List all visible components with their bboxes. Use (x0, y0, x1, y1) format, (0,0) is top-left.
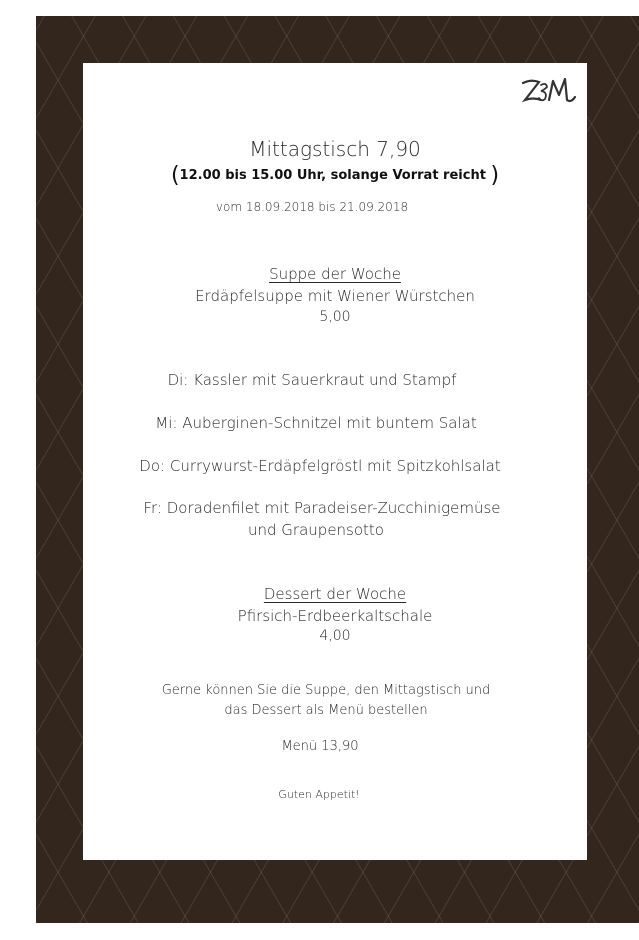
dessert-heading: Dessert der Woche (263, 585, 407, 603)
opening-hours (83, 163, 587, 188)
restaurant-logo (519, 73, 577, 107)
menu-price: Menü 13,90 (281, 739, 359, 754)
soup-name: Erdäpfelsuppe mit Wiener Würstchen (195, 287, 475, 305)
menu-note-line-2: das Dessert als Menü bestellen (224, 703, 428, 718)
dessert-name: Pfirsich-Erdbeerkaltschale (237, 607, 433, 625)
soup-heading: Suppe der Woche (269, 265, 401, 283)
menu-title: Mittagstisch 7,90 (249, 137, 421, 161)
day-item-wednesday: Mi: Auberginen-Schnitzel mit buntem Salat (155, 414, 477, 432)
soup-price: 5,00 (319, 309, 351, 325)
closing-text: Guten Appetit! (278, 788, 360, 801)
dessert-price: 4,00 (319, 628, 351, 644)
hours-paren-open: ( (170, 163, 180, 188)
hours-paren-close: ) (490, 163, 500, 188)
day-item-tuesday: Di: Kassler mit Sauerkraut und Stampf (167, 371, 457, 389)
date-range: vom 18.09.2018 bis 21.09.2018 (215, 200, 409, 214)
day-item-friday: Fr: Doradenfilet mit Paradeiser-Zucchinigemüse (143, 499, 501, 517)
day-item-friday-continued: und Graupensotto (248, 521, 384, 539)
menu-note-line-1: Gerne können Sie die Suppe, den Mittagstisch und (161, 683, 491, 698)
day-item-thursday: Do: Currywurst-Erdäpfelgröstl mit Spitzkohlsalat (139, 457, 501, 475)
hours-text: 12.00 bis 15.00 Uhr, solange Vorrat reicht (179, 168, 486, 183)
